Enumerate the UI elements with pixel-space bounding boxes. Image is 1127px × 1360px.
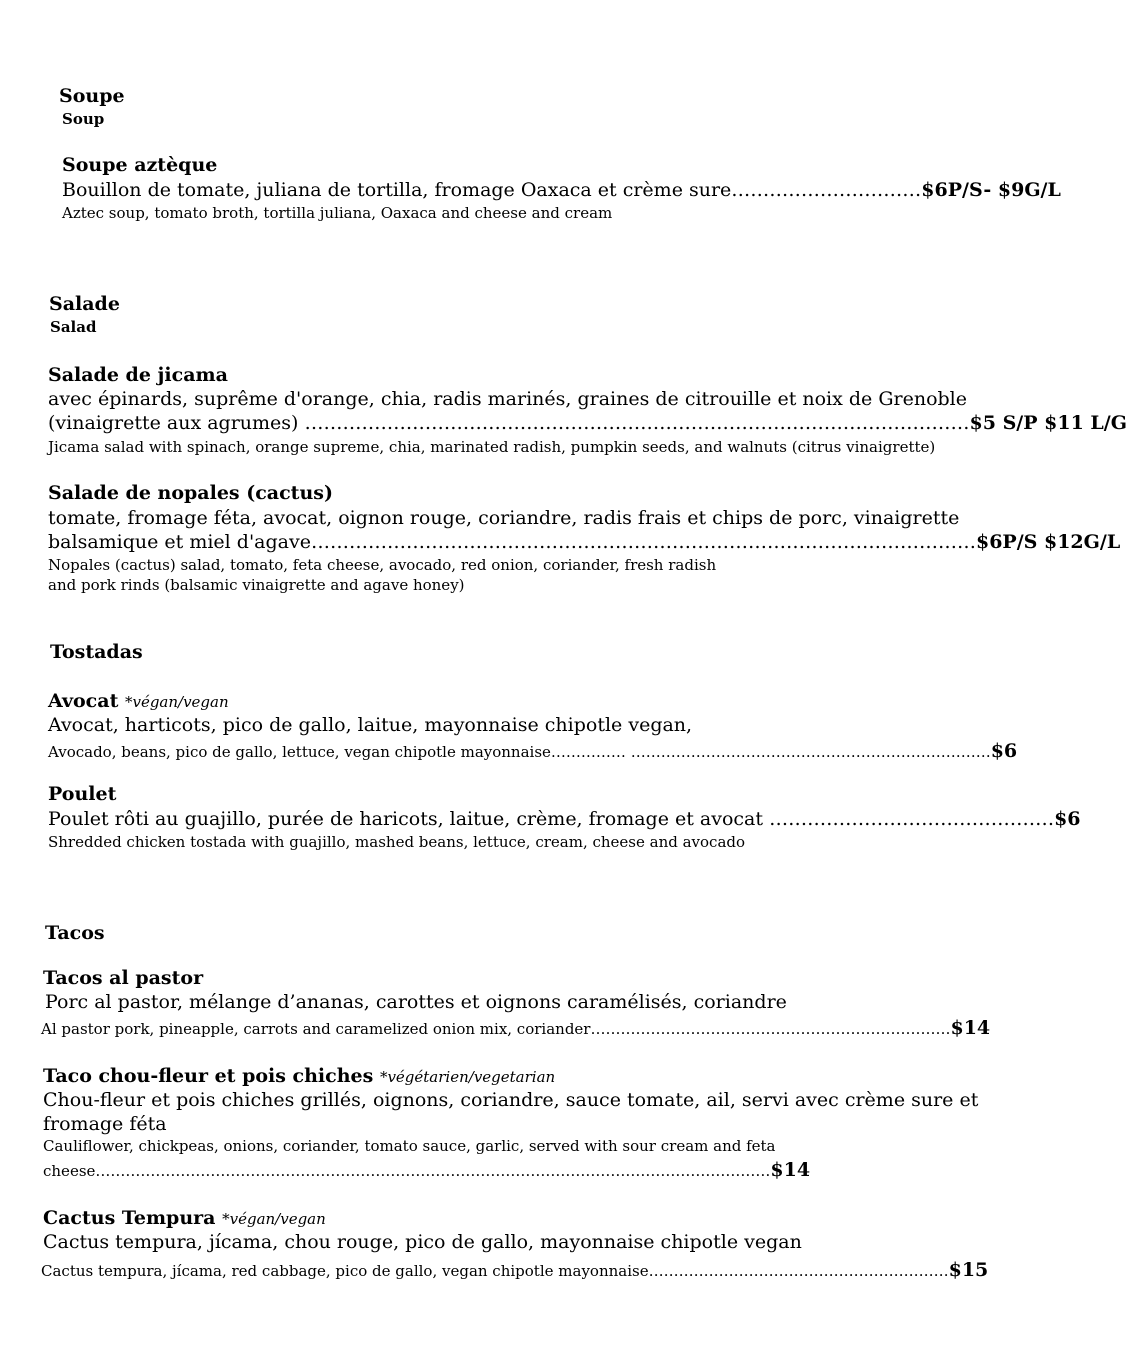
diet-tag: *végan/vegan [124,693,229,711]
leader-dots: …………………………………………………… [648,1262,949,1280]
item-title-tacos-al-pastor: Tacos al pastor [43,967,204,989]
desc-text: Bouillon de tomate, juliana de tortilla, fromage Oaxaca et crème sure [62,179,732,201]
item-title-cactus-tempura [43,1207,326,1229]
leader-dots: ……………………………………………………………… [590,1020,951,1038]
diet-tag: *végétarien/vegetarian [379,1068,556,1086]
item-desc-en-line2: and pork rinds (balsamic vinaigrette and agave honey) [48,576,465,594]
item-title-taco-chou-fleur [43,1065,555,1087]
desc-text: balsamique et miel d'agave [48,531,311,553]
item-desc-en: Jicama salad with spinach, orange supreme, chia, marinated radish, pumpkin seeds, and walnuts (citrus vinaigrette) [48,438,936,456]
item-desc-fr: Avocat, harticots, pico de gallo, laitue, mayonnaise chipotle vegan, [48,714,693,736]
item-desc-en-line1: Cauliflower, chickpeas, onions, coriander, tomato sauce, garlic, served with sour cream and feta [43,1137,776,1155]
section-title-tostadas: Tostadas [50,641,143,663]
item-desc-en: Shredded chicken tostada with guajillo, mashed beans, lettuce, cream, cheese and avocado [48,833,746,851]
item-desc-fr-line2 [48,531,1120,553]
desc-text: Poulet rôti au guajillo, purée de haricots, laitue, crème, fromage et avocat [48,808,764,830]
item-desc-fr-line2: fromage féta [43,1113,167,1135]
item-desc-en [41,1259,988,1281]
item-desc-fr-line2 [48,412,1127,434]
desc-text: Cactus tempura, jícama, red cabbage, pico de gallo, vegan chipotle mayonnaise [41,1262,649,1280]
item-name: Avocat [48,690,119,712]
item-title-salade-nopales: Salade de nopales (cactus) [48,482,333,504]
item-desc-en [41,1017,990,1039]
section-title-soupe: Soupe [59,85,125,107]
item-desc-fr-line1: tomate, fromage féta, avocat, oignon rouge, coriandre, radis frais et chips de porc, vinaigrette [48,507,960,529]
leader-dots: ………………………… [731,179,922,201]
item-name: Taco chou-fleur et pois chiches [43,1065,374,1087]
price: $5 S/P $11 L/G [969,412,1127,434]
price: $6 [1054,808,1081,830]
price: $15 [948,1259,989,1281]
leader-dots: …………………………………………………………………………………………… [304,412,970,434]
leader-dots: ……………………………………………………………………………………………………………………… [95,1162,771,1180]
desc-text: (vinaigrette aux agrumes) [48,412,299,434]
item-desc-fr-line1: avec épinards, suprême d'orange, chia, radis marinés, graines de citrouille et noix de Grenoble [48,388,967,410]
leader-dots: …………………………………………………………………………………………… [310,531,976,553]
section-subtitle-soup: Soup [62,110,105,128]
price: $6P/S- $9G/L [921,179,1061,201]
price: $6P/S $12G/L [975,531,1121,553]
section-title-tacos: Tacos [45,922,105,944]
leader-dots: …………… ……………………………………………………………… [550,743,991,761]
item-title-poulet: Poulet [48,783,117,805]
item-desc-fr: Porc al pastor, mélange d’ananas, carottes et oignons caramélisés, coriandre [45,991,787,1013]
price: $6 [990,740,1018,762]
price: $14 [770,1159,811,1181]
item-title-soupe-azteque: Soupe aztèque [62,154,218,176]
item-desc-fr-line1: Chou-fleur et pois chiches grillés, oignons, coriandre, sauce tomate, ail, servi avec crème sure et [43,1089,979,1111]
item-desc-fr [62,179,1061,201]
item-name: Cactus Tempura [43,1207,216,1229]
item-desc-fr: Cactus tempura, jícama, chou rouge, pico de gallo, mayonnaise chipotle vegan [43,1231,802,1253]
item-desc-en: Aztec soup, tomato broth, tortilla juliana, Oaxaca and cheese and cream [62,204,613,222]
item-title-avocat [48,690,229,712]
leader-dots: ……………………………………… [769,808,1055,830]
desc-text: cheese [43,1162,96,1180]
section-subtitle-salad: Salad [50,318,97,336]
price: $14 [950,1017,991,1039]
desc-text: Avocado, beans, pico de gallo, lettuce, vegan chipotle mayonnaise [48,743,551,761]
diet-tag: *végan/vegan [222,1210,326,1228]
item-desc-fr [48,808,1081,830]
item-desc-en-line2 [43,1159,810,1181]
item-desc-en [48,740,1017,762]
desc-text: Al pastor pork, pineapple, carrots and caramelized onion mix, coriander [41,1020,591,1038]
item-desc-en-line1: Nopales (cactus) salad, tomato, feta cheese, avocado, red onion, coriander, fresh radish [48,556,717,574]
section-title-salade: Salade [49,293,120,315]
item-title-salade-jicama: Salade de jicama [48,364,228,386]
